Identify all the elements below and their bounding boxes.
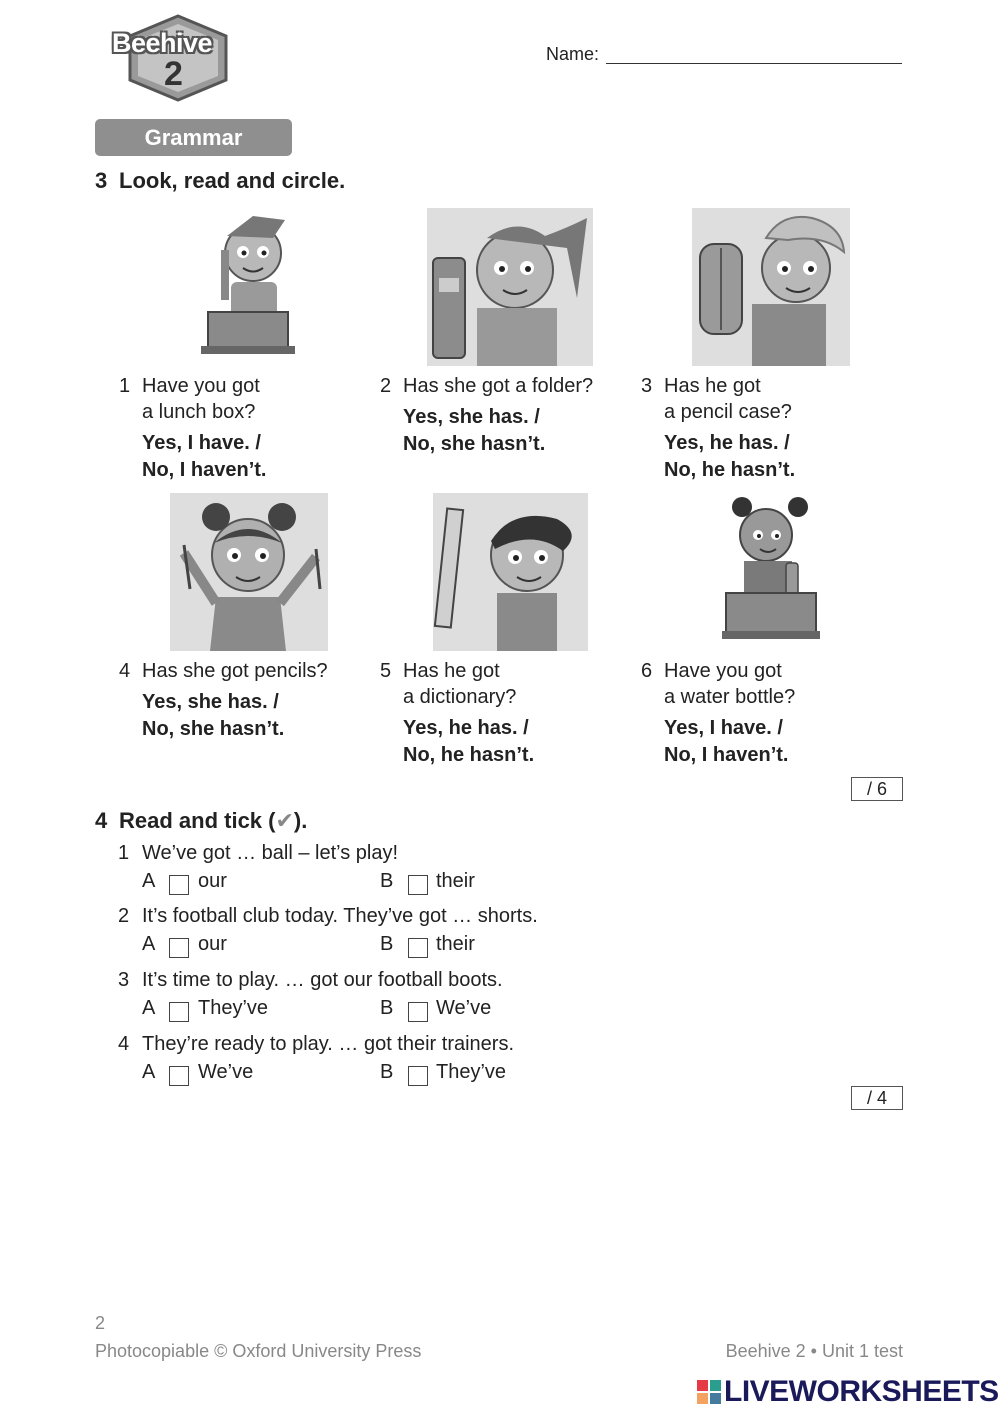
question-4: 4 Has she got pencils? Yes, she has. / No, she hasn’t. — [119, 658, 359, 743]
unit-label: Beehive 2 • Unit 1 test — [725, 1341, 903, 1361]
liveworksheets-watermark: LIVEWORKSHEETS — [724, 1375, 999, 1408]
copyright: Photocopiable © Oxford University Press — [95, 1341, 422, 1361]
name-input-line[interactable] — [606, 63, 902, 64]
page-number: 2 — [95, 1313, 106, 1333]
picture-girl-with-pencils — [170, 493, 328, 651]
answer-options-4[interactable]: Yes, she has. / No, she hasn’t. — [142, 691, 285, 740]
tick-icon: ✔ — [275, 808, 294, 833]
answer-options-2[interactable]: Yes, she has. / No, she hasn’t. — [403, 406, 546, 455]
checkbox-4b[interactable] — [408, 1066, 428, 1086]
question-6: 6 Have you got a water bottle? Yes, I have. / No, I haven’t. — [641, 658, 881, 769]
checkbox-3b[interactable] — [408, 1002, 428, 1022]
question-3: 3 Has he got a pencil case? Yes, he has. / No, he hasn’t. — [641, 373, 881, 484]
logo-word: Beehive — [112, 28, 213, 58]
checkbox-1a[interactable] — [169, 875, 189, 895]
question-2: 2 Has she got a folder? Yes, she has. / No, she hasn’t. — [380, 373, 620, 458]
picture-boy-with-pencil-case — [692, 208, 850, 366]
answer-options-5[interactable]: Yes, he has. / No, he hasn’t. — [403, 717, 535, 766]
checkbox-4a[interactable] — [169, 1066, 189, 1086]
tick-question-3: 3 It’s time to play. … got our football boots. A They’ve B We’ve — [118, 969, 818, 1025]
picture-girl-with-water-bottle — [427, 208, 593, 366]
liveworksheets-logo-icon — [697, 1380, 721, 1404]
name-label: Name: — [546, 44, 600, 64]
checkbox-2b[interactable] — [408, 938, 428, 958]
question-1: 1 Have you got a lunch box? Yes, I have. / No, I haven’t. — [119, 373, 359, 484]
exercise-4-title: 4 Read and tick (✔). — [95, 808, 308, 833]
checkbox-1b[interactable] — [408, 875, 428, 895]
tick-question-2: 2 It’s football club today. They’ve got … shorts. A our B their — [118, 905, 818, 961]
question-5: 5 Has he got a dictionary? Yes, he has. / No, he hasn’t. — [380, 658, 620, 769]
tick-question-1: 1 We’ve got … ball – let’s play! A our B their — [118, 842, 818, 898]
answer-options-1[interactable]: Yes, I have. / No, I haven’t. — [142, 432, 267, 481]
score-box-exercise-4: / 4 — [851, 1086, 903, 1110]
checkbox-2a[interactable] — [169, 938, 189, 958]
exercise-3-title: 3 Look, read and circle. — [95, 168, 346, 193]
answer-options-3[interactable]: Yes, he has. / No, he hasn’t. — [664, 432, 796, 481]
answer-options-6[interactable]: Yes, I have. / No, I haven’t. — [664, 717, 789, 766]
picture-girl-at-desk — [722, 493, 820, 651]
tick-question-4: 4 They’re ready to play. … got their trainers. A We’ve B They’ve — [118, 1033, 818, 1089]
picture-boy-at-desk — [193, 208, 303, 366]
score-box-exercise-3: / 6 — [851, 777, 903, 801]
logo-level: 2 — [164, 55, 183, 93]
picture-boy-with-ruler — [433, 493, 588, 651]
section-banner: Grammar — [95, 119, 292, 156]
checkbox-3a[interactable] — [169, 1002, 189, 1022]
